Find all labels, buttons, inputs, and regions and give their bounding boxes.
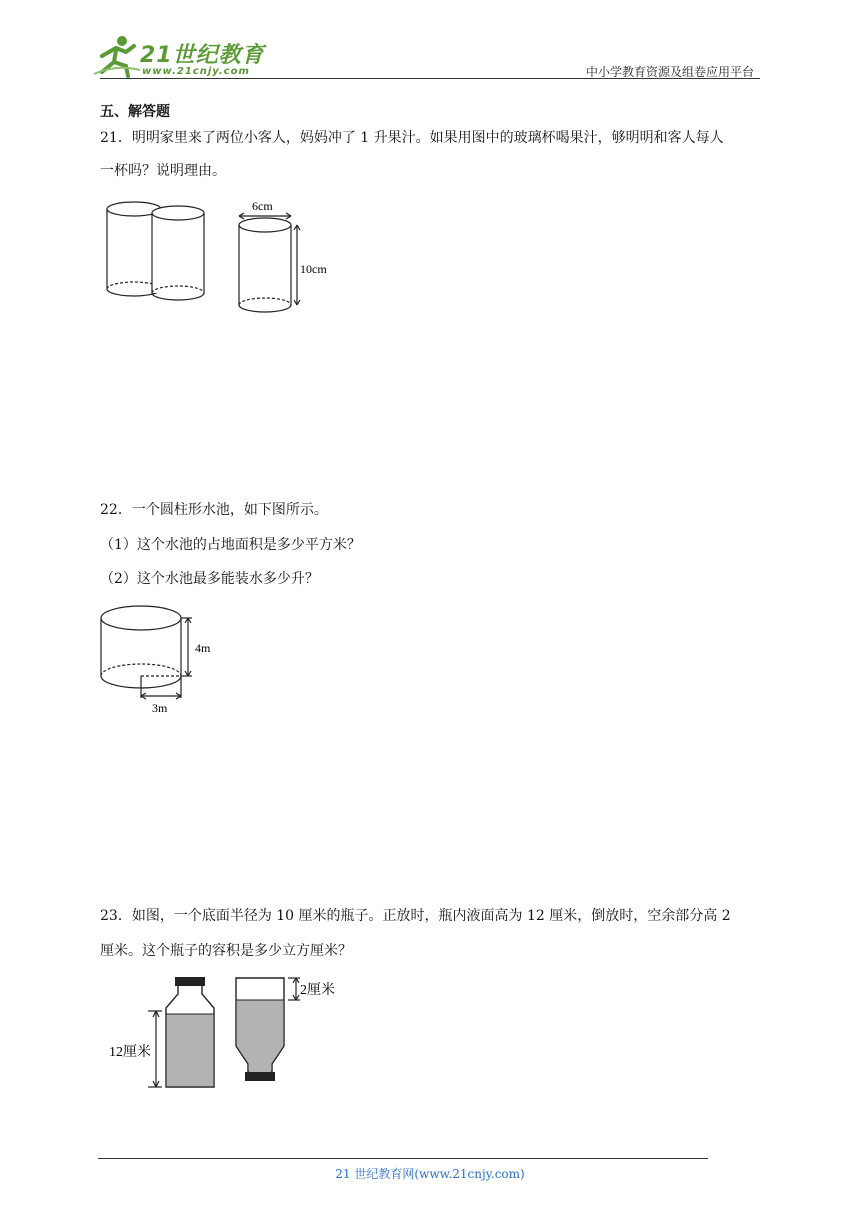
question-23-line2: 厘米。这个瓶子的容积是多少立方厘米？	[100, 943, 352, 959]
logo-url: www.21cnjy.com	[142, 66, 250, 77]
runner-logo-icon	[92, 34, 142, 78]
q21-figure	[100, 195, 350, 320]
footer-text: 21 世纪教育网(www.21cnjy.com)	[335, 1167, 525, 1181]
header-tagline: 中小学教育资源及组卷应用平台	[585, 65, 754, 79]
upright-bottle	[148, 977, 214, 1087]
logo-text: 21世纪教育	[140, 43, 265, 68]
question-22-sub1: （1）这个水池的占地面积是多少平方米？	[100, 537, 361, 553]
diameter-label: 6cm	[252, 199, 273, 213]
question-21-line1: 21．明明家里来了两位小客人，妈妈冲了 1 升果汁。如果用图中的玻璃杯喝果汁，够明明和客人每人	[100, 130, 724, 146]
pool-height-label: 4m	[195, 641, 211, 655]
question-23-line1: 23．如图，一个底面半径为 10 厘米的瓶子。正放时，瓶内液面高为 12 厘米，倒放时，空余部分高 2	[100, 908, 731, 924]
q23-bottles-figure	[100, 970, 360, 1095]
inverted-gap-label: 2厘米	[300, 983, 335, 998]
footer-divider	[98, 1158, 708, 1159]
inverted-bottle	[236, 978, 300, 1081]
question-21-line2: 一杯吗？说明理由。	[100, 163, 226, 179]
q22-pool-figure	[100, 600, 240, 720]
height-label: 10cm	[300, 262, 327, 276]
glass-middle	[152, 206, 204, 300]
question-22-line1: 22．一个圆柱形水池，如下图所示。	[100, 502, 328, 518]
upright-height-label: 12厘米	[109, 1045, 151, 1060]
header-divider	[100, 78, 760, 79]
question-22-sub2: （2）这个水池最多能装水多少升？	[100, 571, 319, 587]
glass-measured	[239, 213, 300, 312]
section-title: 五、解答题	[100, 104, 170, 120]
pool-radius-label: 3m	[152, 701, 168, 715]
